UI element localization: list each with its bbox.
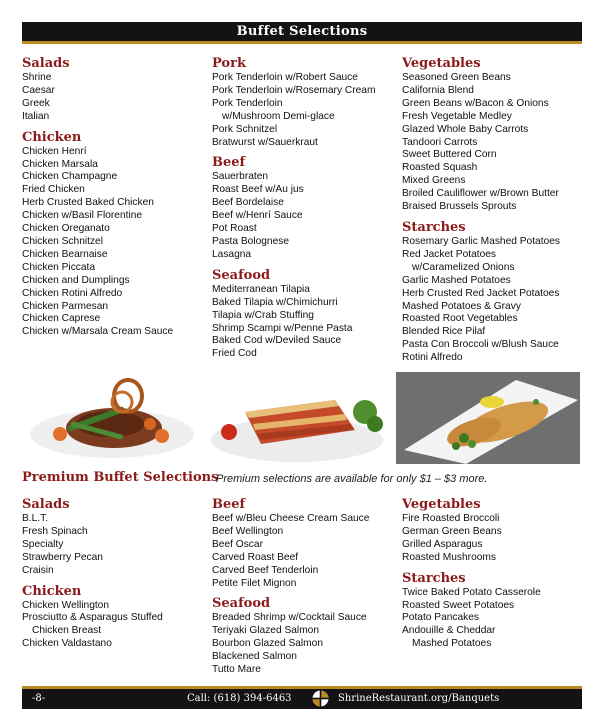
section-title-starches: Starches bbox=[402, 219, 466, 235]
menu-item: Pork Tenderloin w/Robert Sauce bbox=[212, 72, 358, 83]
menu-item: Herb Crusted Baked Chicken bbox=[22, 197, 154, 209]
page-number: -8- bbox=[32, 693, 46, 704]
menu-list-salads bbox=[22, 513, 212, 578]
premium-column-1 bbox=[22, 497, 212, 657]
section-title-vegetables: Vegetables bbox=[402, 56, 481, 71]
menu-item: Pork Tenderloin w/Rosemary Cream bbox=[212, 84, 376, 96]
header-bar bbox=[22, 22, 582, 44]
menu-item: Baked Tilapia w/Chimichurri bbox=[212, 296, 338, 308]
menu-item: Red Jacket Potatoes bbox=[402, 248, 497, 260]
premium-column-2 bbox=[212, 497, 402, 683]
premium-title: Premium Buffet Selections bbox=[22, 470, 219, 485]
menu-item: Glazed Whole Baby Carrots bbox=[402, 123, 529, 135]
menu-item: Beef w/Henrí Sauce bbox=[212, 210, 303, 222]
website-link[interactable]: ShrineRestaurant.org/Banquets bbox=[338, 693, 500, 704]
menu-item: Petite Filet Mignon bbox=[212, 577, 297, 589]
menu-item: Mixed Greens bbox=[402, 175, 466, 187]
menu-list-starches bbox=[402, 587, 592, 652]
menu-item: Chicken Henrí bbox=[22, 145, 87, 157]
menu-item: Braised Brussels Sprouts bbox=[402, 201, 517, 213]
menu-item: Andouille & Cheddar bbox=[402, 625, 496, 637]
menu-list-beef bbox=[212, 171, 402, 261]
menu-item: Strawberry Pecan bbox=[22, 551, 103, 563]
menu-item: Rosemary Garlic Mashed Potatoes bbox=[402, 235, 560, 247]
menu-item: Roasted Root Vegetables bbox=[402, 313, 518, 325]
section-title-vegetables: Vegetables bbox=[402, 497, 481, 512]
menu-item: Roasted Squash bbox=[402, 162, 478, 174]
section-title-beef: Beef bbox=[212, 497, 246, 512]
photo-lasagna bbox=[205, 372, 390, 464]
menu-item: Roasted Mushrooms bbox=[402, 551, 496, 563]
menu-item: Green Beans w/Bacon & Onions bbox=[402, 97, 549, 109]
menu-item: Tandoori Carrots bbox=[402, 136, 478, 148]
menu-item: Beef Oscar bbox=[212, 538, 263, 550]
menu-item: Lasagna bbox=[212, 248, 252, 260]
photo-tilapia bbox=[396, 372, 580, 464]
menu-item: Chicken Schnitzel bbox=[22, 235, 103, 247]
menu-item: Chicken w/Marsala Cream Sauce bbox=[22, 326, 174, 338]
menu-item: Garlic Mashed Potatoes bbox=[402, 274, 511, 286]
page-title: Buffet Selections bbox=[236, 24, 368, 39]
menu-item: Broiled Cauliflower w/Brown Butter bbox=[402, 188, 559, 200]
menu-item: Tutto Mare bbox=[212, 664, 261, 676]
menu-item: Mashed Potatoes & Gravy bbox=[402, 300, 521, 312]
menu-item: Chicken Caprese bbox=[22, 313, 101, 325]
menu-item: Fried Cod bbox=[212, 348, 257, 360]
menu-item: California Blend bbox=[402, 84, 474, 96]
footer-bar bbox=[22, 686, 582, 709]
menu-item: Fresh Spinach bbox=[22, 525, 88, 537]
menu-item: Chicken Champagne bbox=[22, 171, 118, 183]
menu-item: Pork Tenderloin bbox=[212, 97, 283, 109]
buffet-column-2 bbox=[212, 56, 402, 367]
menu-item: Blackened Salmon bbox=[212, 651, 297, 663]
menu-item: Roasted Sweet Potatoes bbox=[402, 599, 515, 611]
section-title-chicken: Chicken bbox=[22, 583, 82, 599]
shrine-logo-icon bbox=[312, 690, 329, 707]
menu-list-seafood bbox=[212, 612, 402, 677]
menu-item: Chicken Rotini Alfredo bbox=[22, 287, 123, 299]
menu-list-salads bbox=[22, 72, 212, 124]
menu-item: Chicken Wellington bbox=[22, 599, 110, 611]
menu-item: Beef w/Bleu Cheese Cream Sauce bbox=[212, 513, 370, 524]
menu-item: Specialty bbox=[22, 538, 64, 550]
menu-item: Mashed Potatoes bbox=[412, 638, 492, 650]
menu-item: Baked Cod w/Deviled Sauce bbox=[212, 335, 342, 347]
section-title-beef: Beef bbox=[212, 155, 246, 171]
menu-item: Pasta Con Broccoli w/Blush Sauce bbox=[402, 339, 559, 351]
menu-item: Craisin bbox=[22, 564, 54, 576]
menu-list-seafood bbox=[212, 284, 402, 361]
premium-column-3 bbox=[402, 497, 592, 657]
menu-item: B.L.T. bbox=[22, 513, 49, 524]
menu-item: Carved Beef Tenderloin bbox=[212, 564, 319, 576]
section-title-seafood: Seafood bbox=[212, 267, 271, 283]
section-title-seafood: Seafood bbox=[212, 596, 271, 612]
menu-item: Tilapia w/Crab Stuffing bbox=[212, 309, 314, 321]
menu-item: Caesar bbox=[22, 84, 55, 96]
section-title-chicken: Chicken bbox=[22, 129, 82, 145]
photo-pot-roast bbox=[22, 372, 200, 464]
menu-item: Roast Beef w/Au jus bbox=[212, 184, 304, 196]
menu-item: Sauerbraten bbox=[212, 171, 269, 183]
menu-item: Shrimp Scampi w/Penne Pasta bbox=[212, 322, 353, 334]
menu-item: Breaded Shrimp w/Cocktail Sauce bbox=[212, 612, 367, 624]
menu-item: Chicken Oreganato bbox=[22, 223, 110, 235]
menu-item: Chicken Piccata bbox=[22, 261, 96, 273]
menu-item: Shrine bbox=[22, 72, 52, 83]
premium-note: Premium selections are available for only $1 – $3 more. bbox=[216, 473, 488, 485]
section-title-starches: Starches bbox=[402, 570, 466, 586]
menu-list-beef bbox=[212, 513, 402, 590]
buffet-column-1 bbox=[22, 56, 212, 345]
menu-item: Carved Roast Beef bbox=[212, 551, 299, 563]
menu-item: Pot Roast bbox=[212, 223, 257, 235]
menu-item: Chicken Valdastano bbox=[22, 638, 112, 650]
buffet-column-3 bbox=[402, 56, 592, 371]
menu-list-vegetables bbox=[402, 513, 592, 565]
menu-item: Chicken Parmesan bbox=[22, 300, 109, 312]
section-title-pork: Pork bbox=[212, 56, 246, 71]
menu-item: Chicken Bearnaise bbox=[22, 248, 108, 260]
menu-item: Teriyaki Glazed Salmon bbox=[212, 625, 320, 637]
menu-item: Chicken Breast bbox=[32, 625, 102, 637]
menu-item: Seasoned Green Beans bbox=[402, 72, 511, 83]
menu-item: Sweet Buttered Corn bbox=[402, 149, 497, 161]
menu-item: w/Caramelized Onions bbox=[412, 261, 515, 273]
menu-list-starches bbox=[402, 236, 592, 365]
menu-item: Fried Chicken bbox=[22, 184, 85, 196]
menu-item: Bratwurst w/Sauerkraut bbox=[212, 136, 318, 148]
menu-list-pork bbox=[212, 72, 402, 149]
menu-item: Prosciutto & Asparagus Stuffed bbox=[22, 612, 163, 624]
menu-item: Beef Bordelaise bbox=[212, 197, 284, 209]
menu-item: Pasta Bolognese bbox=[212, 235, 290, 247]
menu-item: Rotini Alfredo bbox=[402, 352, 463, 364]
menu-item: Greek bbox=[22, 97, 50, 109]
menu-item: Pork Schnitzel bbox=[212, 123, 278, 135]
phone-number: Call: (618) 394-6463 bbox=[187, 693, 292, 704]
menu-item: Fire Roasted Broccoli bbox=[402, 513, 500, 524]
menu-list-chicken bbox=[22, 600, 212, 652]
section-title-salads: Salads bbox=[22, 56, 70, 71]
menu-item: Mediterranean Tilapia bbox=[212, 283, 310, 295]
menu-item: Twice Baked Potato Casserole bbox=[402, 586, 541, 598]
menu-item: Herb Crusted Red Jacket Potatoes bbox=[402, 287, 560, 299]
menu-item: Italian bbox=[22, 110, 50, 122]
menu-item: Potato Pancakes bbox=[402, 612, 480, 624]
menu-item: Beef Wellington bbox=[212, 525, 284, 537]
menu-item: Grilled Asparagus bbox=[402, 538, 483, 550]
section-title-salads: Salads bbox=[22, 497, 70, 512]
menu-item: Chicken and Dumplings bbox=[22, 274, 130, 286]
menu-item: w/Mushroom Demi-glace bbox=[222, 110, 335, 122]
menu-list-vegetables bbox=[402, 72, 592, 214]
menu-item: Bourbon Glazed Salmon bbox=[212, 638, 323, 650]
menu-list-chicken bbox=[22, 146, 212, 340]
menu-item: Chicken Marsala bbox=[22, 158, 98, 170]
menu-item: German Green Beans bbox=[402, 525, 502, 537]
menu-item: Blended Rice Pilaf bbox=[402, 326, 486, 338]
menu-item: Fresh Vegetable Medley bbox=[402, 110, 512, 122]
menu-item: Chicken w/Basil Florentine bbox=[22, 210, 143, 222]
